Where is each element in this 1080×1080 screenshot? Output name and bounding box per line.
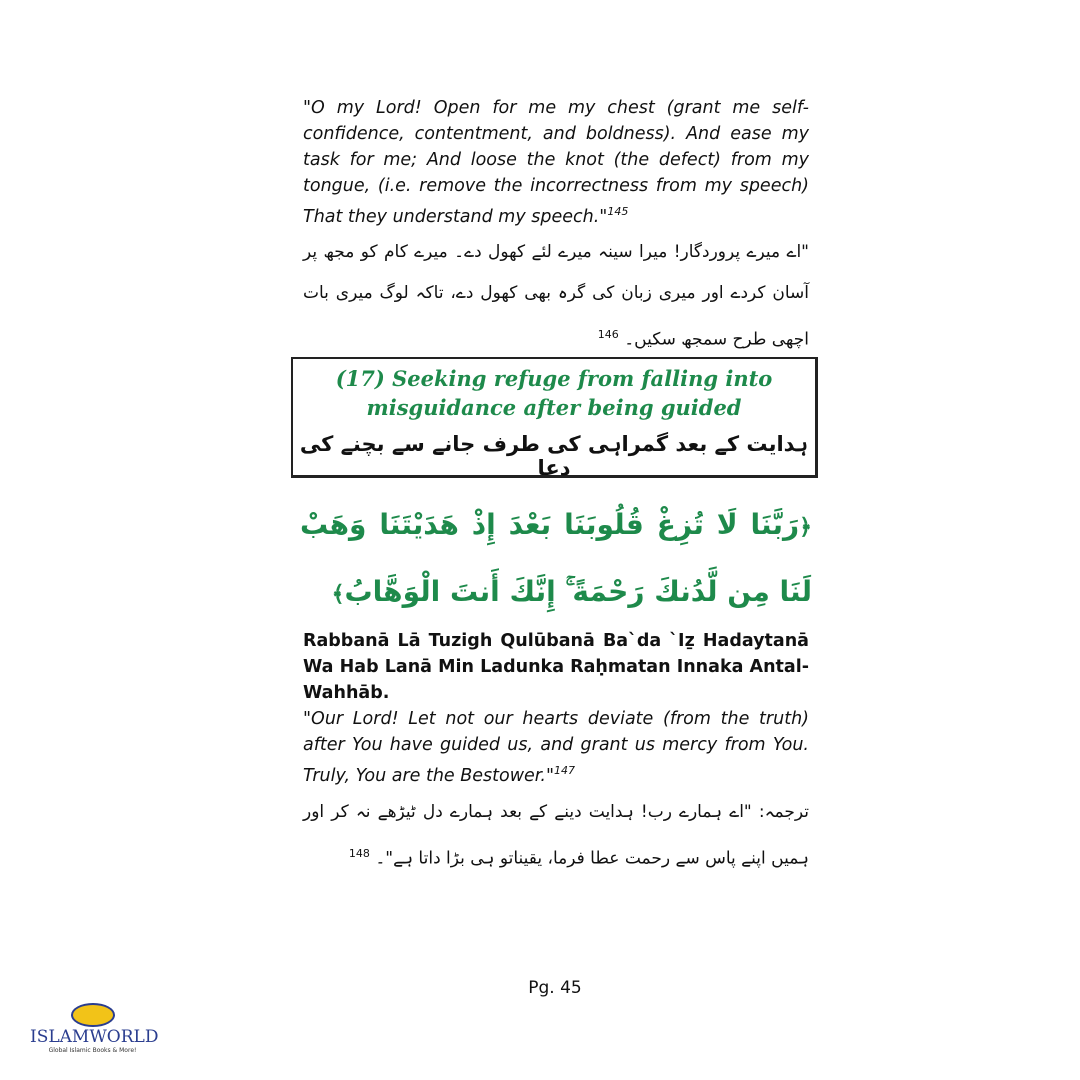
islamworld-logo [30,1003,159,1054]
english-text: "O my Lord! Open for me my chest (grant me self-confidence, contentment, and boldness). And ease my task for me; And loose the knot (the defect) from my tongue, (i.e. remove the incorrectness from my speech) That they understand my speech." [303,98,809,227]
transliteration: Rabbanā Lā Tuzigh Qulūbanā Ba`da `Iẕ Hadaytanā Wa Hab Lanā Min Ladunka Raḥmatan Innaka Antal-Wahhāb. [303,631,809,703]
arabic-dua [300,493,812,627]
english-translation-2 [303,706,809,789]
english-translation-1 [303,95,809,230]
urdu-translation-2 [303,792,809,880]
english-text: "Our Lord! Let not our hearts deviate (from the truth) after You have guided us, and grant us mercy from You. Truly, You are the Bestower." [303,709,809,786]
logo-name: ISLAMWORLD [30,1027,159,1047]
footnote-ref: 147 [554,764,575,777]
logo-tagline: Global Islamic Books & More! [48,1047,137,1054]
section-title-line1: (17) Seeking refuge from falling into [335,366,773,391]
section-heading-box [291,357,818,478]
urdu-text: ترجمہ: "اے ہمارے رب! ہدایت دینے کے بعد ہمارے دل ٹیڑھے نہ کر اور ہمیں اپنے پاس سے رحمت عطا فرما، یقیناتو ہی بڑا داتا ہے"۔ [303,802,809,869]
section-urdu-title: ہدایت کے بعد گمراہی کی طرف جانے سے بچنے کی دعا [299,432,809,480]
section-title-line2: misguidance after being guided [366,395,742,420]
footnote-ref: 148 [348,847,370,860]
urdu-translation-1 [303,232,809,361]
footnote-ref: 146 [597,328,619,341]
ornament-open-icon: ﴿ [799,515,812,540]
urdu-text: "اے میرے پروردگار! میرا سینہ میرے لئے کھول دے۔ میرے کام کو مجھ پر آسان کردے اور میری زبان کی گرہ بھی کھول دے، تاکہ لوگ میری بات اچھی طرح سمجھ سکیں۔ [303,242,809,350]
footnote-ref: 145 [607,205,629,218]
page-number: Pg. 45 [528,978,582,998]
ornament-close-icon: ﴾ [331,582,345,607]
arabic-text: رَبَّنَا لَا تُزِغْ قُلُوبَنَا بَعْدَ إِذْ هَدَيْتَنَا وَهَبْ لَنَا مِن لَّدُنكَ رَحْمَةً ۚ إِنَّكَ أَنتَ الْوَهَّابُ [300,508,812,608]
logo-badge-icon [71,1003,115,1027]
section-title [293,364,815,422]
